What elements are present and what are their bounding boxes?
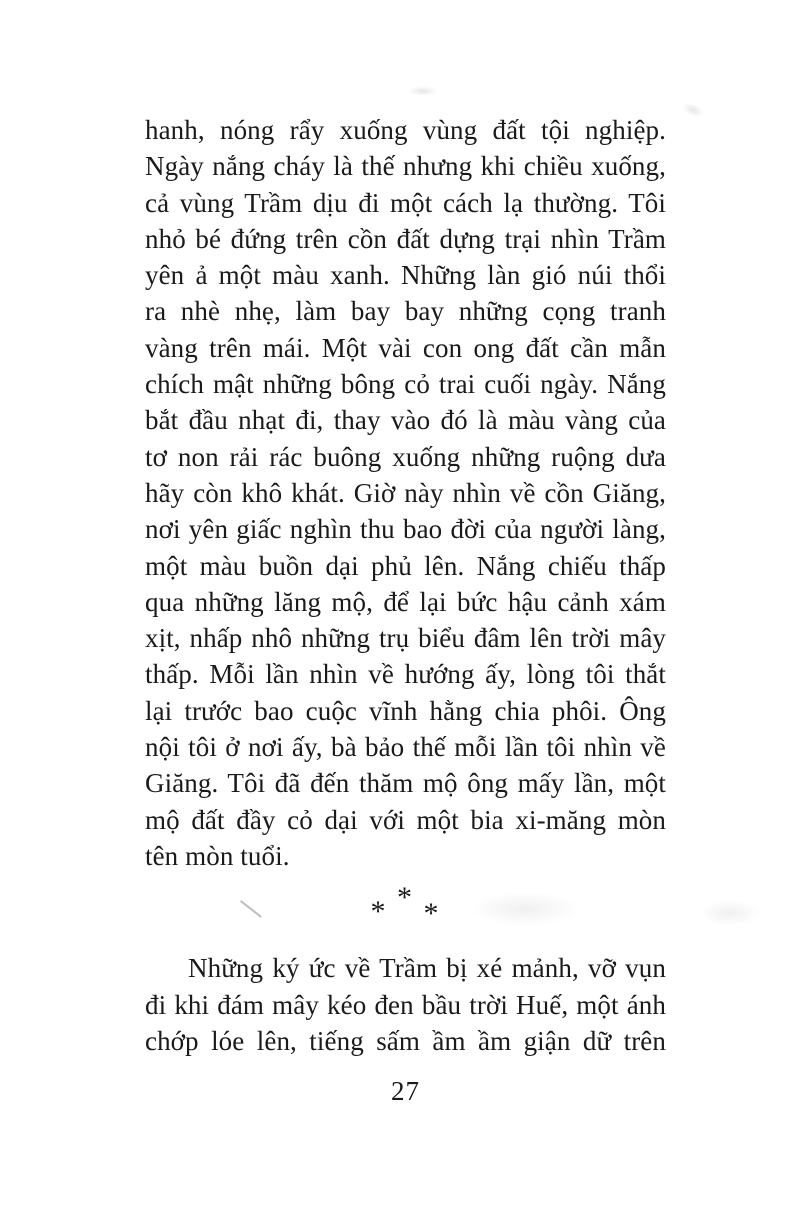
asterisk-glyph: * (397, 881, 414, 915)
text-line: vàng trên mái. Một vài con ong đất cần mẫn (145, 332, 666, 363)
text-line: nơi yên giấc nghìn thu bao đời của người làng, (145, 514, 666, 545)
text-line: Giăng. Tôi đã đến thăm mộ ông mấy lần, một (145, 768, 666, 799)
text-line: lại trước bao cuộc vĩnh hằng chia phôi. Ông (145, 695, 666, 726)
asterisk-glyph: * (423, 897, 441, 931)
text-line: qua những lăng mộ, để lại bức hậu cảnh xám (145, 586, 666, 617)
asterisk-glyph: * (370, 895, 388, 929)
text-line: mộ đất đầy cỏ dại với một bia xi-măng mòn (145, 804, 666, 835)
page-text-block (145, 112, 666, 1059)
text-line: nhỏ bé đứng trên cồn đất dựng trại nhìn Trầm (145, 223, 666, 254)
text-line: cả vùng Trầm dịu đi một cách lạ thường. Tôi (145, 187, 666, 218)
text-line: xịt, nhấp nhô những trụ biểu đâm lên trời mây (145, 623, 666, 654)
text-line: bắt đầu nhạt đi, thay vào đó là màu vàng của (145, 405, 666, 436)
text-line: chớp lóe lên, tiếng sấm ầm ầm giận dữ trên (145, 1025, 666, 1056)
text-line: một màu buồn dại phủ lên. Nắng chiếu thấp (145, 550, 666, 581)
text-line: ra nhè nhẹ, làm bay bay những cọng tranh (145, 296, 666, 327)
text-line: chích mật những bông cỏ trai cuối ngày. Nắng (145, 369, 666, 400)
paragraph-2 (145, 950, 666, 1059)
text-line: nội tôi ở nơi ấy, bà bảo thế mỗi lần tôi nhìn về (145, 732, 666, 763)
scan-smudge (408, 86, 438, 96)
text-line: tơ non rải rác buông xuống những ruộng dưa (145, 441, 666, 472)
text-line: hãy còn khô khát. Giờ này nhìn về cồn Giăng, (145, 477, 666, 508)
text-line: yên ả một màu xanh. Những làn gió núi thổi (145, 260, 666, 291)
text-line: Những ký ức về Trầm bị xé mảnh, vỡ vụn (188, 953, 666, 984)
section-separator-asterisks (145, 881, 666, 931)
text-line: đi khi đám mây kéo đen bầu trời Huế, một ánh (145, 989, 666, 1020)
scan-smudge (700, 900, 760, 926)
text-line: hanh, nóng rẩy xuống vùng đất tội nghiệp. (145, 115, 666, 145)
text-line: tên mòn tuổi. (145, 840, 290, 871)
page-number: 27 (391, 1076, 420, 1106)
scan-smudge (681, 101, 706, 120)
text-line: Ngày nắng cháy là thế nhưng khi chiều xuống, (145, 151, 666, 182)
text-line: thấp. Mỗi lần nhìn về hướng ấy, lòng tôi thắt (145, 659, 666, 690)
paragraph-1 (145, 112, 666, 874)
